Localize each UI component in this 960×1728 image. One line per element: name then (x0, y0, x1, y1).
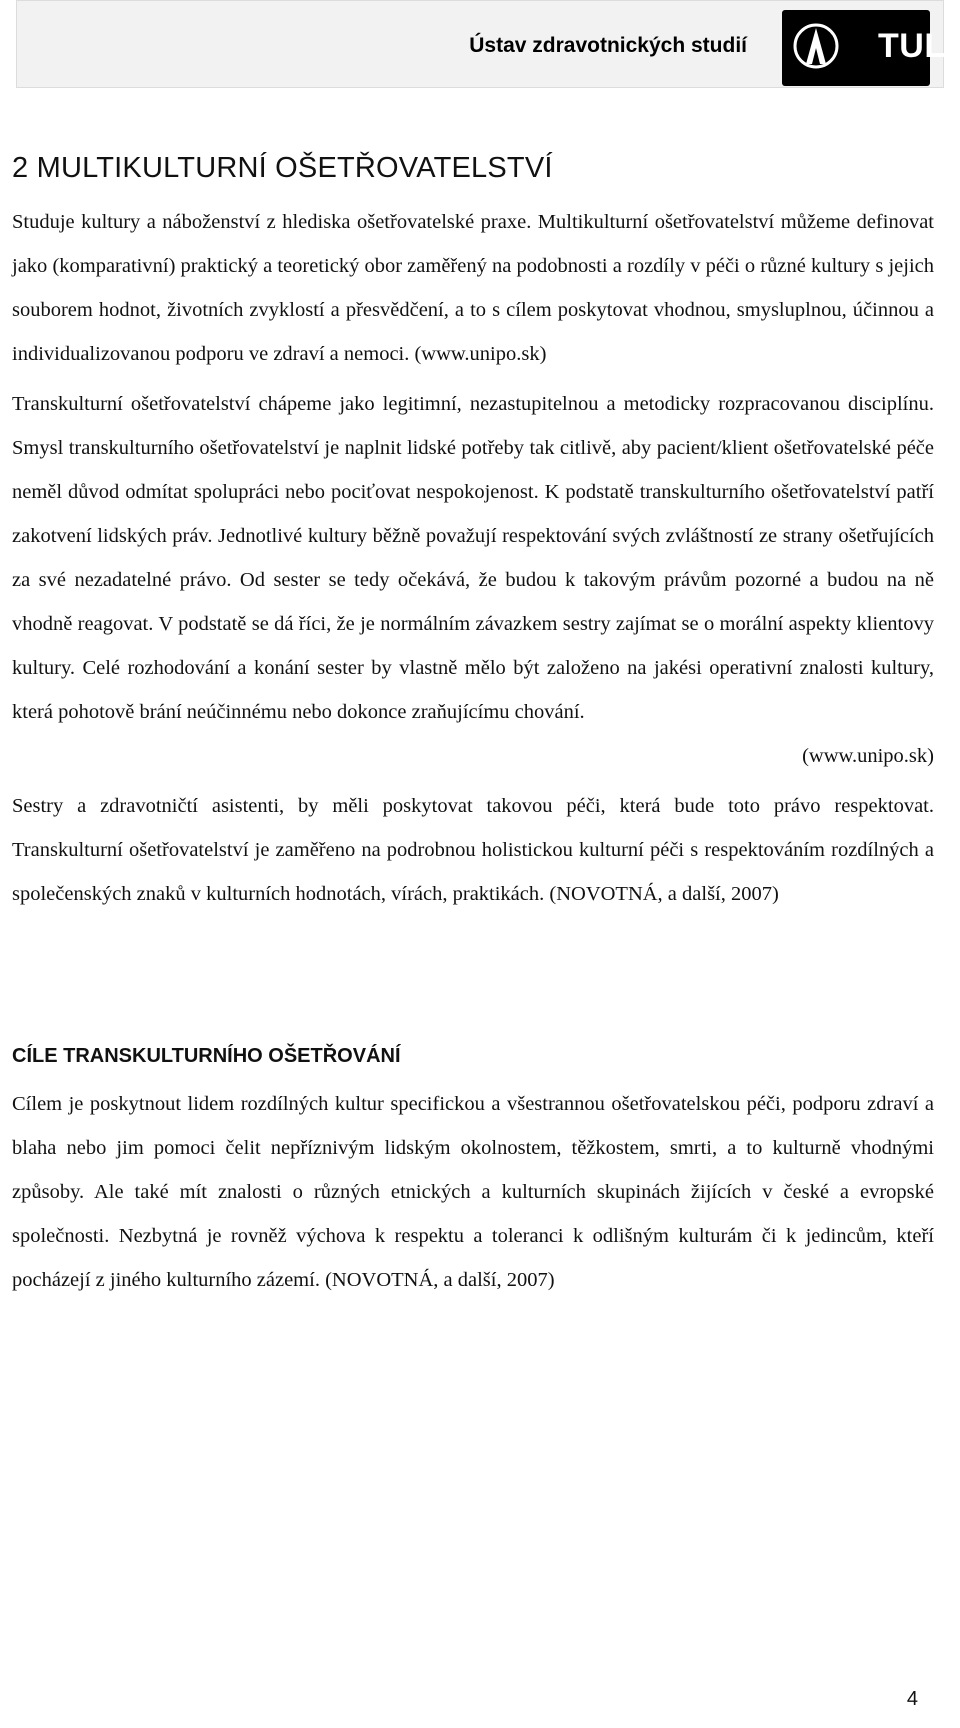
document-body (12, 148, 934, 1302)
tul-logo (782, 10, 946, 86)
paragraph-nurses: Sestry a zdravotničtí asistenti, by měli poskytovat takovou péči, která bude toto právo respektovat. Transkulturní ošetřovatelství je zaměřeno na podrobnou holistickou kulturní péči s respektováním rozdílných a společenských znaků v kulturních hodnotách, vírách, praktikách. (NOVOTNÁ, a další, 2007) (12, 795, 934, 905)
tul-emblem-icon (792, 20, 840, 72)
citation: (www.unipo.sk) (802, 745, 934, 767)
paragraph-intro: Studuje kultury a náboženství z hlediska ošetřovatelské praxe. Multikulturní ošetřovatelství můžeme definovat jako (komparativní) praktický a teoretický obor zaměřený na podobnosti a rozdíly v péči o různé kultury s jejich souborem hodnot, životních zvyklostí a přesvědčení, a to s cílem poskytovat vhodnou, smysluplnou, účinnou a individualizovanou podporu ve zdraví a nemoci. (www.unipo.sk) (12, 211, 934, 365)
institute-title: Ústav zdravotnických studií (469, 34, 747, 57)
section-heading: CÍLE TRANSKULTURNÍHO OŠETŘOVÁNÍ (12, 1045, 401, 1067)
tul-logo-text: TUL (878, 27, 946, 65)
paragraph-transcultural: Transkulturní ošetřovatelství chápeme jako legitimní, nezastupitelnou a metodicky rozpracovanou disciplínu. Smysl transkulturního ošetřovatelství je naplnit lidské potřeby tak citlivě, aby pacient/klient ošetřovatelské péče neměl důvod odmítat spolupráci nebo pociťovat nespokojenost. K podstatě transkulturního ošetřovatelství patří zakotvení lidských práv. Jednotlivé kultury běžně považují respektování svých zvláštností ze strany ošetřujících za své nezadatelné právo. Od sester se tedy očekává, že budou k takovým právům pozorné a budou na ně vhodně reagovat. V podstatě se dá říci, že je normálním závazkem sestry zajímat se o morální aspekty klientovy kultury. Celé rozhodování a konání sester by vlastně mělo být založeno na jakési operativní znalosti kultury, která pohotově brání neúčinnému nebo dokonce zraňujícímu chování. (12, 393, 934, 723)
page-number: 4 (906, 1688, 918, 1710)
paragraph-goals: Cílem je poskytnout lidem rozdílných kultur specifickou a všestrannou ošetřovatelskou péči, podporu zdraví a blaha nebo jim pomoci čelit nepříznivým lidským okolnostem, těžkostem, smrti, a to kulturně vhodnými způsoby. Ale také mít znalosti o různých etnických a kulturních skupinách žijících v české a evropské společnosti. Nezbytná je rovněž výchova k respektu a toleranci k odlišným kulturám či k jedincům, kteří pocházejí z jiného kulturního zázemí. (NOVOTNÁ, a další, 2007) (12, 1093, 934, 1291)
page-header (0, 0, 960, 96)
chapter-heading: 2 MULTIKULTURNÍ OŠETŘOVATELSTVÍ (12, 152, 553, 184)
